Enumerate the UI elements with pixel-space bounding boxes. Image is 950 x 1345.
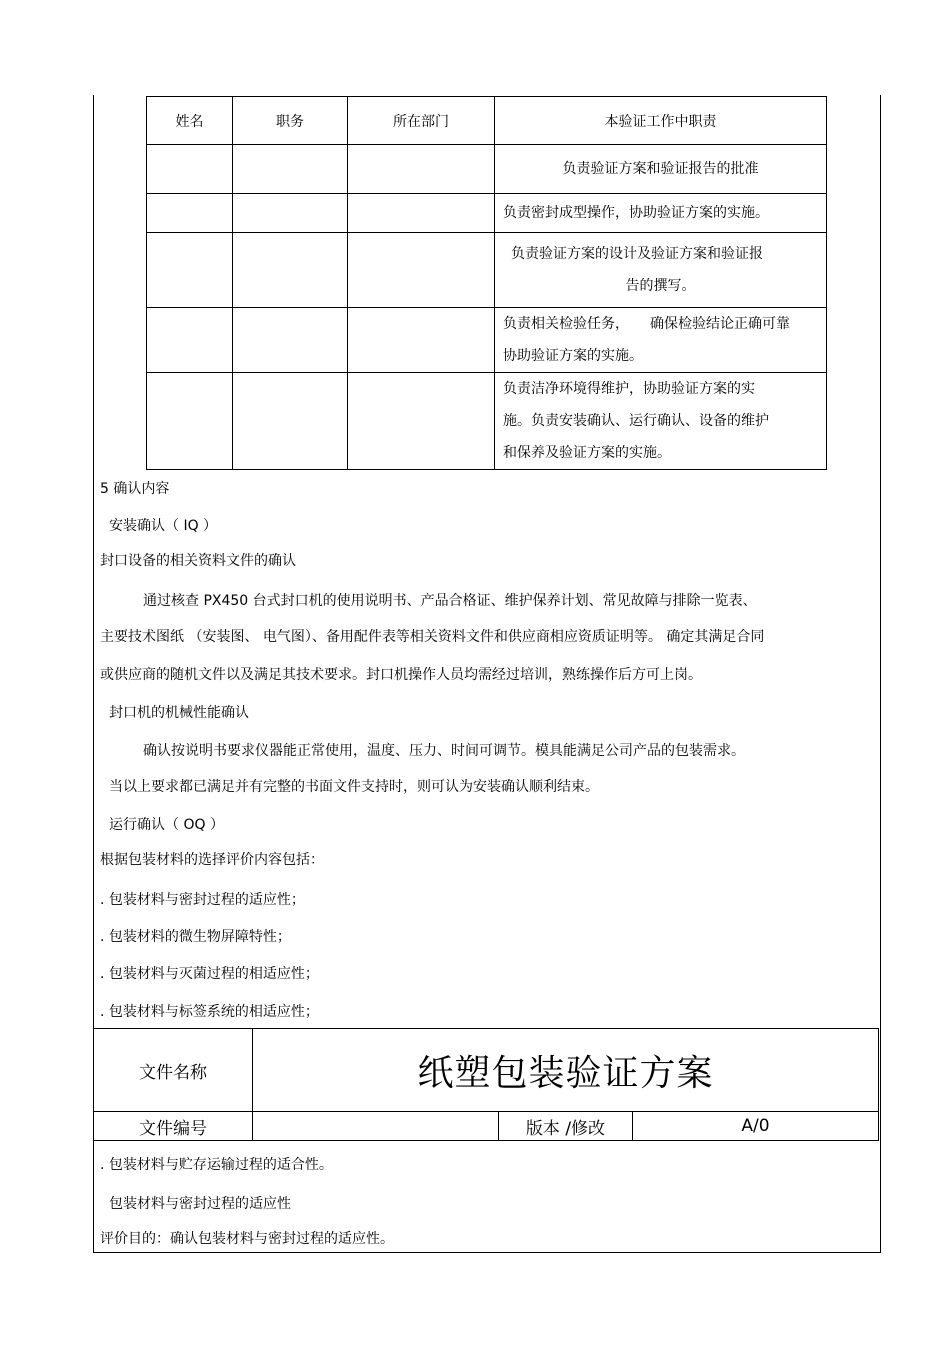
- cell-title: [233, 194, 348, 233]
- cell-title: [233, 145, 348, 194]
- cell-responsibility: [495, 373, 827, 470]
- cell-department: [348, 145, 495, 194]
- cell-department: [348, 308, 495, 373]
- iq-mechanical-heading: 封口机的机械性能确认: [109, 705, 249, 721]
- table-row: [147, 233, 827, 308]
- cell-name: [147, 373, 233, 470]
- staff-responsibility-table: [146, 96, 827, 470]
- paragraph-line: 确认按说明书要求仪器能正常使用，温度、压力、时间可调节。模具能满足公司产品的包装需求。: [143, 743, 745, 759]
- evaluation-purpose: 评价目的：确认包装材料与密封过程的适应性。: [100, 1231, 394, 1247]
- iq-docs-heading: 封口设备的相关资料文件的确认: [100, 553, 296, 569]
- iq-conclusion: 当以上要求都已满足并有完整的书面文件支持时，则可认为安装确认顺利结束。: [109, 779, 599, 795]
- responsibility-line: 负责验证方案的设计及验证方案和验证报: [511, 246, 763, 262]
- iq-heading: 安装确认（ IQ ）: [109, 518, 218, 534]
- responsibility-line: 负责相关检验任务， 确保检验结论正确可靠: [503, 316, 790, 332]
- cell-title: [233, 373, 348, 470]
- header-department: 所在部门: [348, 97, 495, 145]
- cell-responsibility: [495, 233, 827, 308]
- list-item: . 包装材料与标签系统的相适应性；: [100, 1004, 319, 1020]
- cell-name: [147, 194, 233, 233]
- responsibility-line: 和保养及验证方案的实施。: [503, 445, 671, 461]
- section-heading: 5 确认内容: [100, 481, 170, 497]
- responsibility-line: 负责洁净环境得维护，协助验证方案的实: [503, 381, 755, 397]
- paragraph-line: 通过核查 PX450 台式封口机的使用说明书、产品合格证、维护保养计划、常见故障与排除一览表、: [143, 593, 757, 609]
- header-title: 职务: [233, 97, 348, 145]
- version-label: 版本 /修改: [498, 1111, 633, 1141]
- cell-department: [348, 194, 495, 233]
- page-frame-bottom: [93, 1252, 881, 1253]
- document-name-label: 文件名称: [93, 1028, 253, 1112]
- cell-title: [233, 308, 348, 373]
- cell-responsibility: [495, 145, 827, 194]
- document-number-label: 文件编号: [93, 1111, 253, 1141]
- table-header-row: [147, 97, 827, 145]
- oq-intro: 根据包装材料的选择评价内容包括：: [100, 852, 324, 868]
- list-item: . 包装材料与灭菌过程的相适应性；: [100, 966, 319, 982]
- list-item: . 包装材料的微生物屏障特性；: [100, 929, 291, 945]
- version-value: A/0: [632, 1111, 879, 1141]
- cell-department: [348, 233, 495, 308]
- cell-name: [147, 145, 233, 194]
- cell-name: [147, 233, 233, 308]
- paragraph-line: 或供应商的随机文件以及满足其技术要求。封口机操作人员均需经过培训，熟练操作后方可上岗。: [100, 667, 702, 683]
- cell-department: [348, 373, 495, 470]
- table-row: [147, 145, 827, 194]
- header-name: 姓名: [147, 97, 233, 145]
- document-title: 纸塑包装验证方案: [252, 1028, 879, 1112]
- list-item: . 包装材料与密封过程的适应性；: [100, 892, 305, 908]
- table-row: [147, 373, 827, 470]
- cell-responsibility: [495, 194, 827, 233]
- table-row: [147, 308, 827, 373]
- responsibility-line: 负责密封成型操作，协助验证方案的实施。: [503, 205, 769, 221]
- table-row: [147, 194, 827, 233]
- document-number-value: [252, 1111, 499, 1141]
- responsibility-line: 协助验证方案的实施。: [503, 348, 643, 364]
- paragraph-line: 主要技术图纸 （安装图、 电气图）、备用配件表等相关资料文件和供应商相应资质证明等。 确定其满足合同: [100, 629, 765, 645]
- subsection-heading: 包装材料与密封过程的适应性: [109, 1196, 291, 1212]
- header-responsibility: 本验证工作中职责: [495, 97, 827, 145]
- cell-name: [147, 308, 233, 373]
- cell-title: [233, 233, 348, 308]
- cell-responsibility: [495, 308, 827, 373]
- responsibility-line: 施。负责安装确认、运行确认、设备的维护: [503, 413, 769, 429]
- oq-heading: 运行确认（ OQ ）: [109, 817, 224, 833]
- document-header-block: [93, 1028, 879, 1140]
- list-item: . 包装材料与贮存运输过程的适合性。: [100, 1157, 333, 1173]
- responsibility-line: 告的撰写。: [625, 278, 696, 294]
- responsibility-line: 负责验证方案和验证报告的批准: [562, 161, 759, 177]
